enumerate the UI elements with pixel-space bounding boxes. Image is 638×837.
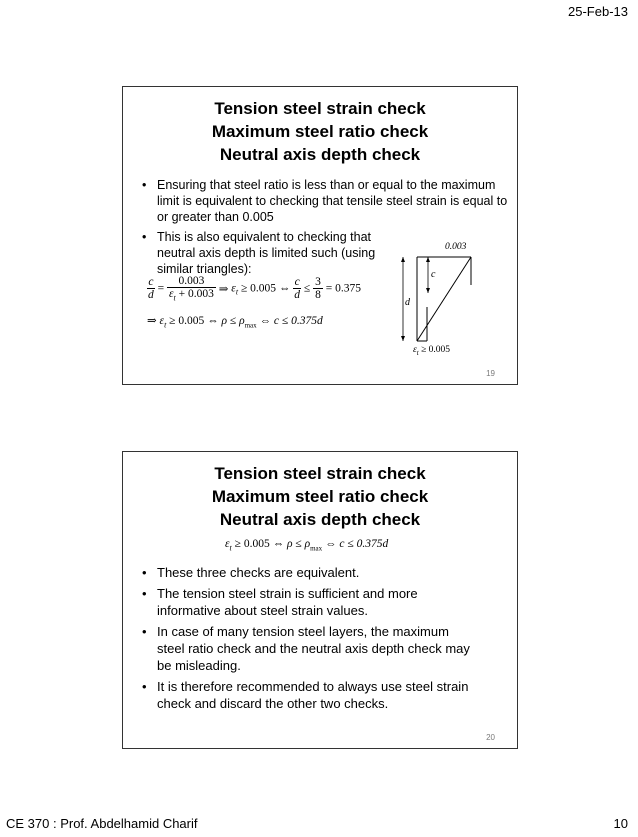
title-line: Tension steel strain check	[214, 99, 426, 118]
strain-profile-line	[417, 257, 471, 341]
frac-den: $\varepsilon_t + 0.003$	[169, 288, 214, 303]
bullet-item: • In case of many tension steel layers, the maximum steel ratio check and the neutral axis depth check may be misleading.	[139, 623, 475, 674]
bullet-item: • The tension steel strain is sufficient and more informative about steel strain values.	[139, 585, 475, 619]
frac-den: d	[148, 289, 154, 302]
frac-num: c	[294, 276, 300, 289]
bullet-item: • It is therefore recommended to always use steel strain check and discard the other two checks.	[139, 678, 475, 712]
slide-20	[122, 451, 518, 749]
equation-neutral-axis: $\frac{c}{d}$ = $\frac{0.003}{\varepsilon_t + 0.003}$ ⇒ $\varepsilon_t \ge 0.005$ ⇔ $\frac{c}{d}$ ≤ $\frac{3}{8}$ = 0.375	[148, 275, 361, 303]
equation-equivalence: $\varepsilon_t \ge 0.005$ ⇔ $\rho \le \rho_{max}$ ⇔ c ≤ 0.375d	[225, 538, 389, 553]
slide-page-number: 20	[486, 733, 495, 742]
frac-den: d	[294, 289, 301, 302]
frac-num: 0.003	[178, 275, 205, 287]
title-line: Neutral axis depth check	[219, 510, 421, 529]
title-line: Maximum steel ratio check	[211, 487, 429, 506]
slide-title	[123, 462, 517, 531]
bullet-list	[139, 564, 475, 716]
diagram-d-label: d	[405, 297, 410, 308]
diagram-bottom-label: $\varepsilon_t \ge 0.005$	[413, 345, 451, 357]
slide-page-number: 19	[486, 369, 495, 378]
title-line: Maximum steel ratio check	[211, 122, 429, 141]
frac-num: c	[148, 276, 154, 289]
frac-den: 8	[315, 289, 321, 302]
footer-course-label: CE 370 : Prof. Abdelhamid Charif	[6, 816, 198, 831]
title-line: Tension steel strain check	[214, 464, 426, 483]
header-date: 25-Feb-13	[568, 4, 628, 19]
bullet-item: • This is also equivalent to checking that neutral axis depth is limited such (using similar triangles):	[139, 229, 393, 277]
diagram-top-label: 0.003	[445, 242, 467, 252]
slide-title	[123, 97, 517, 166]
title-line: Neutral axis depth check	[219, 145, 421, 164]
equation-equivalence: ⇒ $\varepsilon_t \ge 0.005$ ⇔ $\rho \le \rho_{max}$ ⇔ c ≤ 0.375d	[147, 315, 323, 330]
bullet-item: • These three checks are equivalent.	[139, 564, 475, 581]
slide-19	[122, 86, 518, 385]
bullet-item: • Ensuring that steel ratio is less than or equal to the maximum limit is equivalent to checking that tensile steel strain is equal to or greater than 0.005	[139, 177, 509, 225]
diagram-c-label: c	[431, 269, 436, 280]
frac-num: 3	[315, 276, 321, 289]
footer-page-number: 10	[613, 816, 628, 831]
